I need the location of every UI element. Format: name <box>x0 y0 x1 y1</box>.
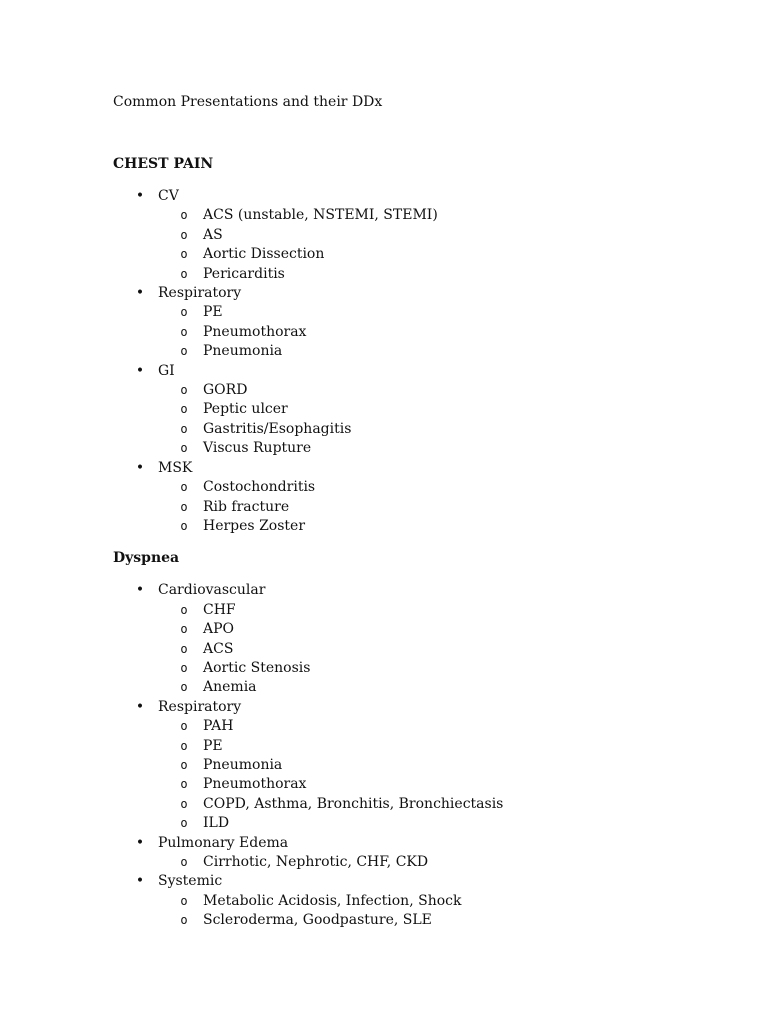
diagnosis-label: Pneumonia <box>203 756 283 773</box>
diagnosis-item <box>158 717 713 736</box>
diagnosis-item <box>158 517 713 536</box>
circle-bullet-icon: o <box>180 893 188 908</box>
diagnosis-item <box>158 659 713 678</box>
diagnosis-label: PAH <box>203 718 234 735</box>
category-label: GI <box>158 362 175 379</box>
diagnosis-item <box>158 601 713 620</box>
diagnosis-label: AS <box>203 226 223 243</box>
bullet-icon: • <box>135 582 145 599</box>
circle-bullet-icon: o <box>180 480 188 495</box>
diagnosis-item <box>158 795 713 814</box>
diagnosis-label: APO <box>203 621 235 638</box>
diagnosis-label: ILD <box>203 815 230 832</box>
diagnosis-item <box>158 498 713 517</box>
diagnosis-label: PE <box>203 737 223 754</box>
circle-bullet-icon: o <box>180 383 188 398</box>
diagnosis-item <box>158 245 713 264</box>
circle-bullet-icon: o <box>180 518 188 533</box>
circle-bullet-icon: o <box>180 499 188 514</box>
category-list <box>113 187 713 536</box>
diagnosis-item <box>158 439 713 458</box>
bullet-icon: • <box>135 362 145 379</box>
diagnosis-list <box>158 892 713 931</box>
section-heading: CHEST PAIN <box>113 156 214 172</box>
diagnosis-label: Costochondritis <box>203 479 316 496</box>
document-page <box>113 93 713 931</box>
circle-bullet-icon: o <box>180 344 188 359</box>
category-item <box>113 872 713 930</box>
category-label: MSK <box>158 459 193 476</box>
diagnosis-item <box>158 853 713 872</box>
diagnosis-item <box>158 265 713 284</box>
diagnosis-label: COPD, Asthma, Bronchitis, Bronchiectasis <box>203 795 504 812</box>
diagnosis-label: Pneumothorax <box>203 323 307 340</box>
diagnosis-item <box>158 226 713 245</box>
diagnosis-list <box>158 601 713 698</box>
bullet-icon: • <box>135 459 145 476</box>
diagnosis-label: CHF <box>203 601 236 618</box>
diagnosis-list <box>158 717 713 833</box>
circle-bullet-icon: o <box>180 421 188 436</box>
diagnosis-item <box>158 892 713 911</box>
diagnosis-label: Cirrhotic, Nephrotic, CHF, CKD <box>203 854 429 870</box>
circle-bullet-icon: o <box>180 680 188 695</box>
diagnosis-item <box>158 478 713 497</box>
bullet-icon: • <box>135 834 145 851</box>
category-label: Pulmonary Edema <box>158 834 289 851</box>
diagnosis-item <box>158 737 713 756</box>
circle-bullet-icon: o <box>180 602 188 617</box>
circle-bullet-icon: o <box>180 816 188 831</box>
diagnosis-item <box>158 775 713 794</box>
diagnosis-label: GORD <box>203 382 248 399</box>
circle-bullet-icon: o <box>180 913 188 928</box>
circle-bullet-icon: o <box>180 208 188 223</box>
circle-bullet-icon: o <box>180 757 188 772</box>
diagnosis-label: PE <box>203 304 223 321</box>
diagnosis-item <box>158 381 713 400</box>
diagnosis-item <box>158 303 713 322</box>
circle-bullet-icon: o <box>180 660 188 675</box>
circle-bullet-icon: o <box>180 402 188 417</box>
diagnosis-label: Peptic ulcer <box>203 401 288 418</box>
circle-bullet-icon: o <box>180 227 188 242</box>
diagnosis-label: Pneumothorax <box>203 776 307 793</box>
circle-bullet-icon: o <box>180 324 188 339</box>
diagnosis-list <box>158 853 713 872</box>
category-label: Cardiovascular <box>158 582 266 599</box>
circle-bullet-icon: o <box>180 622 188 637</box>
circle-bullet-icon: o <box>180 266 188 281</box>
diagnosis-item <box>158 678 713 697</box>
bullet-icon: • <box>135 698 145 715</box>
category-item <box>113 834 713 873</box>
diagnosis-list <box>158 381 713 459</box>
circle-bullet-icon: o <box>180 641 188 656</box>
category-item <box>113 187 713 284</box>
category-item <box>113 284 713 362</box>
circle-bullet-icon: o <box>180 777 188 792</box>
diagnosis-label: Scleroderma, Goodpasture, SLE <box>203 912 432 929</box>
circle-bullet-icon: o <box>180 441 188 456</box>
diagnosis-item <box>158 206 713 225</box>
diagnosis-item <box>158 756 713 775</box>
circle-bullet-icon: o <box>180 247 188 262</box>
diagnosis-label: Pneumonia <box>203 343 283 360</box>
diagnosis-label: Pericarditis <box>203 265 285 282</box>
diagnosis-label: Herpes Zoster <box>203 517 306 534</box>
document-title: Common Presentations and their DDx <box>113 94 383 110</box>
diagnosis-item <box>158 400 713 419</box>
diagnosis-item <box>158 620 713 639</box>
diagnosis-item <box>158 640 713 659</box>
diagnosis-item <box>158 323 713 342</box>
category-label: Systemic <box>158 873 223 890</box>
bullet-icon: • <box>135 873 145 890</box>
circle-bullet-icon: o <box>180 796 188 811</box>
category-item <box>113 459 713 537</box>
diagnosis-label: Aortic Dissection <box>203 246 325 263</box>
category-label: CV <box>158 188 179 204</box>
circle-bullet-icon: o <box>180 738 188 753</box>
diagnosis-list <box>158 206 713 284</box>
category-label: Respiratory <box>158 285 242 302</box>
diagnosis-item <box>158 911 713 930</box>
diagnosis-label: Rib fracture <box>203 498 290 515</box>
diagnosis-list <box>158 303 713 361</box>
category-item <box>113 581 713 697</box>
section-heading: Dyspnea <box>113 550 180 567</box>
diagnosis-item <box>158 814 713 833</box>
diagnosis-label: Viscus Rupture <box>203 440 312 457</box>
diagnosis-label: Aortic Stenosis <box>203 659 311 676</box>
sections-container <box>113 155 713 931</box>
category-list <box>113 581 713 930</box>
circle-bullet-icon: o <box>180 719 188 734</box>
bullet-icon: • <box>135 188 145 204</box>
category-item <box>113 698 713 834</box>
diagnosis-label: Anemia <box>203 679 257 696</box>
diagnosis-item <box>158 342 713 361</box>
diagnosis-list <box>158 478 713 536</box>
circle-bullet-icon: o <box>180 305 188 320</box>
bullet-icon: • <box>135 285 145 302</box>
diagnosis-label: Gastritis/Esophagitis <box>203 420 352 437</box>
diagnosis-item <box>158 420 713 439</box>
category-label: Respiratory <box>158 698 242 715</box>
circle-bullet-icon: o <box>180 855 188 869</box>
category-item <box>113 362 713 459</box>
diagnosis-label: Metabolic Acidosis, Infection, Shock <box>203 892 462 909</box>
diagnosis-label: ACS (unstable, NSTEMI, STEMI) <box>203 207 438 224</box>
diagnosis-label: ACS <box>203 640 234 657</box>
